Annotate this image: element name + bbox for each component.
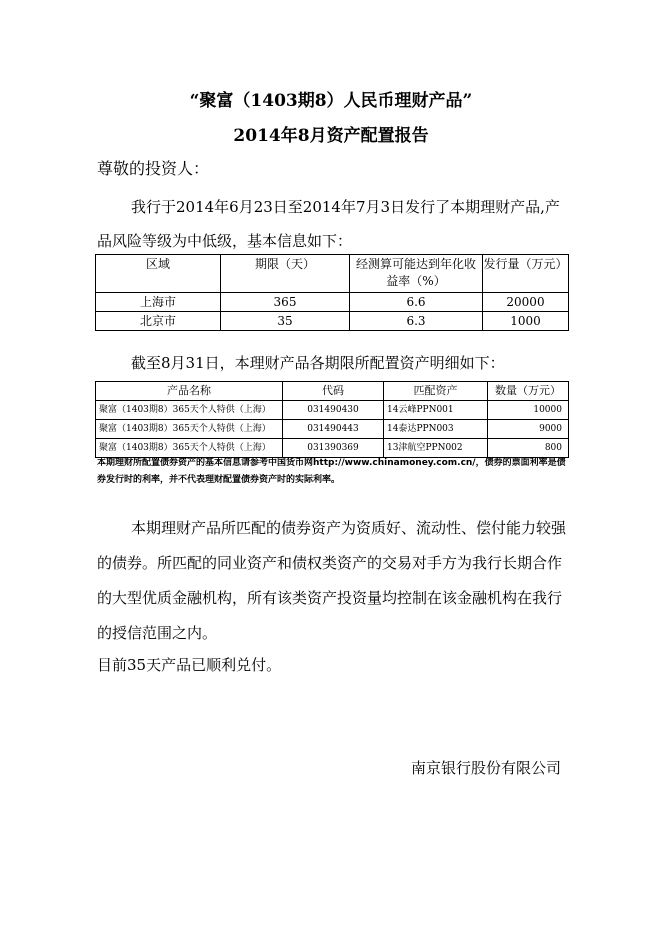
table-row <box>96 401 569 420</box>
cell-term: 365 <box>221 293 350 312</box>
table-header-row <box>96 255 569 293</box>
cell-code: 031390369 <box>283 439 384 458</box>
cell-product-name: 聚富（1403期8）365天个人特供（上海） <box>96 401 283 420</box>
header-yield: 经测算可能达到年化收益率（%） <box>350 255 483 293</box>
cell-yield: 6.6 <box>350 293 483 312</box>
header-region: 区域 <box>96 255 221 293</box>
cell-term: 35 <box>221 312 350 331</box>
header-term: 期限（天） <box>221 255 350 293</box>
table-row <box>96 312 569 331</box>
report-title-line1: “聚富（1403期8）人民币理财产品” <box>189 91 473 111</box>
greeting: 尊敬的投资人： <box>97 159 210 178</box>
header-matched-asset: 匹配资产 <box>384 382 488 401</box>
cell-volume: 1000 <box>483 312 569 331</box>
table-row <box>96 420 569 439</box>
intro-paragraph: 我行于2014年6月23日至2014年7月3日发行了本期理财产品,产品风险等级为中低级，基本信息如下： <box>97 198 560 250</box>
cell-product-name: 聚富（1403期8）365天个人特供（上海） <box>96 439 283 458</box>
cell-product-name: 聚富（1403期8）365天个人特供（上海） <box>96 420 283 439</box>
cell-matched-asset: 13津航空PPN002 <box>384 439 488 458</box>
detail-intro: 截至8月31日，本理财产品各期限所配置资产明细如下： <box>131 354 505 372</box>
cell-amount: 9000 <box>488 420 569 439</box>
cell-matched-asset: 14云峰PPN001 <box>384 401 488 420</box>
table-row <box>96 293 569 312</box>
header-code: 代码 <box>283 382 384 401</box>
header-amount: 数量（万元） <box>488 382 569 401</box>
cell-amount: 800 <box>488 439 569 458</box>
cell-amount: 10000 <box>488 401 569 420</box>
header-volume: 发行量（万元） <box>483 255 569 293</box>
body-paragraph: 本期理财产品所匹配的债券资产为资质好、流动性、偿付能力较强的债券。所匹配的同业资产和债权类资产的交易对手方为我行长期合作的大型优质金融机构，所有该类资产投资量均控制在该金融机构在我行的授信范围之内。 <box>97 519 567 642</box>
cell-yield: 6.3 <box>350 312 483 331</box>
cell-code: 031490430 <box>283 401 384 420</box>
cell-region: 北京市 <box>96 312 221 331</box>
cell-matched-asset: 14泰达PPN003 <box>384 420 488 439</box>
table-header-row <box>96 382 569 401</box>
bond-info-note: 本期理财所配置债券资产的基本信息请参考中国货币网http://www.chinamoney.com.cn/，债券的票面利率是债券发行时的利率，并不代表理财配置债券资产时的实际利率。 <box>97 458 566 485</box>
status-line: 目前35天产品已顺利兑付。 <box>97 656 282 674</box>
report-title-line2: 2014年8月资产配置报告 <box>233 126 429 146</box>
asset-detail-table <box>95 381 569 458</box>
cell-region: 上海市 <box>96 293 221 312</box>
cell-volume: 20000 <box>483 293 569 312</box>
basic-info-table <box>95 254 569 331</box>
header-product-name: 产品名称 <box>96 382 283 401</box>
bank-signature: 南京银行股份有限公司 <box>410 759 561 777</box>
cell-code: 031490443 <box>283 420 384 439</box>
